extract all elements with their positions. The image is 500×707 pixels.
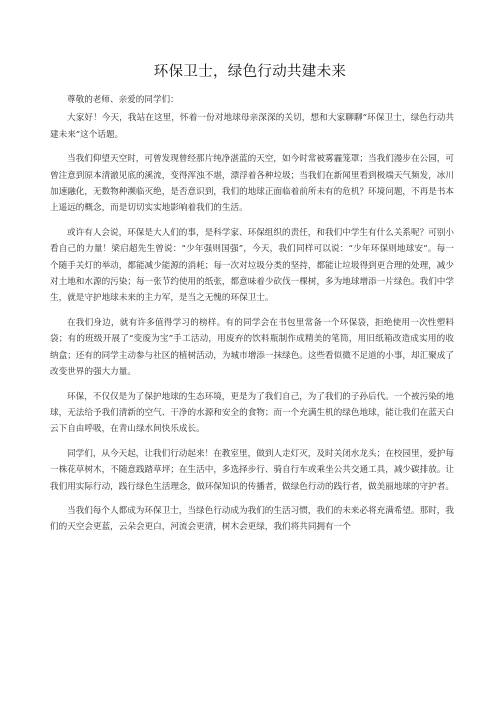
body-paragraph: 当我们仰望天空时，可曾发现曾经那片纯净湛蓝的天空，如今时常被雾霾笼罩；当我们漫步在公园，可曾注意到原本清澈见底的溪流，变得浑浊不堪，漂浮着各种垃圾；当我们在新闻里看到极端天气频发，冰川加速融化，无数物种濒临灭绝，是否意识到，我们的地球正面临着前所未有的危机？环境问题，不再是书本上遥远的概念，而是切切实实地影响着我们的生活。 [50,154,454,214]
body-paragraph: 同学们，从今天起，让我们行动起来！在教室里，做到人走灯灭，及时关闭水龙头；在校园里，爱护每一株花草树木，不随意践踏草坪；在生活中，多选择步行、骑自行车或乘坐公共交通工具，减少碳排放。让我们用实际行动，践行绿色生活理念，做环保知识的传播者，做绿色行动的践行者，做美丽地球的守护者。 [50,448,454,492]
body-paragraph: 当我们每个人都成为环保卫士，当绿色行动成为我们的生活习惯，我们的未来必将充满希望。那时，我们的天空会更蓝，云朵会更白，河流会更清，树木会更绿，我们将共同拥有一个 [50,505,454,533]
document-title: 环保卫士，绿色行动共建未来 [153,64,347,80]
body-paragraph: 大家好！今天，我站在这里，怀着一份对地球母亲深深的关切，想和大家聊聊“环保卫士，绿色行动共建未来”这个话题。 [50,113,454,140]
salutation-paragraph: 尊敬的老师、亲爱的同学们： [67,95,179,105]
body-paragraph: 在我们身边，就有许多值得学习的榜样。有的同学会在书包里常备一个环保袋，拒绝使用一次性塑料袋；有的班级开展了“变废为宝”手工活动，用废弃的饮料瓶制作成精美的笔筒，用旧纸箱改造成实用的收纳盒；还有的同学主动参与社区的植树活动，为城市增添一抹绿色。这些看似微不足道的小事，却汇聚成了改变世界的强大力量。 [50,317,454,378]
document-body [50,92,454,544]
body-paragraph: 或许有人会说，环保是大人们的事，是科学家、环保组织的责任，和我们中学生有什么关系呢？可别小看自己的力量！梁启超先生曾说：“少年强则国强”，今天，我们同样可以说：“少年环保则地球安”。每一个随手关灯的举动，都能减少能源的消耗；每一次对垃圾分类的坚持，都能让垃圾得到更合理的处理，减少对土地和水源的污染；每一张节约使用的纸张，都意味着少砍伐一棵树，多为地球增添一片绿色。我们中学生，就是守护地球未来的主力军，是当之无愧的环保卫士。 [50,227,454,304]
body-paragraph: 环保，不仅仅是为了保护地球的生态环境，更是为了我们自己，为了我们的子孙后代。一个被污染的地球，无法给予我们清新的空气、干净的水源和安全的食物；而一个充满生机的绿色地球，能让我们在蓝天白云下自由呼吸，在青山绿水间快乐成长。 [50,391,454,435]
